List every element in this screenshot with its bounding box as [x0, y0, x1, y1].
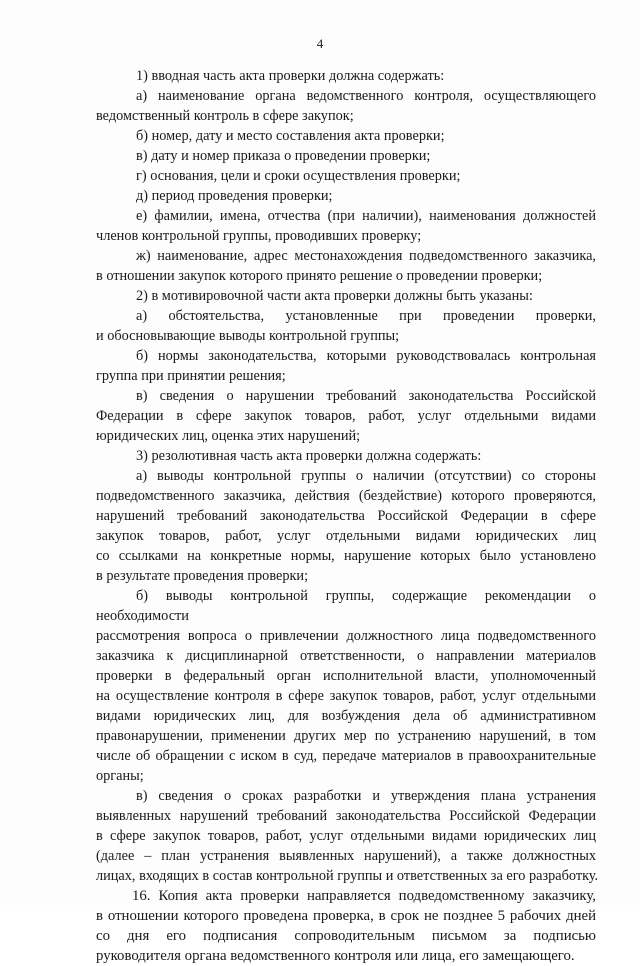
text-line: в) сведения о нарушении требований законодательства Российской [136, 388, 596, 404]
paragraph [96, 886, 596, 966]
text-line: д) период проведения проверки; [136, 188, 333, 204]
text-line: со ссылками на конкретные нормы, нарушение которых было установлено [96, 548, 596, 564]
page-number: 4 [316, 36, 324, 51]
text-line: а) выводы контрольной группы о наличии (отсутствии) со стороны [136, 468, 596, 484]
paragraph [96, 86, 596, 126]
text-line: заказчика к дисциплинарной ответственности, о направлении материалов [96, 648, 596, 664]
text-line: в отношении закупок которого принято решение о проведении проверки; [96, 268, 543, 284]
text-line: нарушений требований законодательства Российской Федерации в сфере [96, 508, 596, 524]
paragraph [96, 166, 596, 186]
text-line: на осуществление контроля в сфере закупок товаров, работ, услуг отдельными [96, 688, 596, 704]
paragraph [96, 346, 596, 386]
text-line: в) сведения о сроках разработки и утверждения плана устранения [136, 788, 596, 804]
text-line: а) обстоятельства, установленные при проведении проверки, [136, 308, 596, 324]
paragraph [96, 126, 596, 146]
paragraph [96, 206, 596, 246]
paragraph [96, 306, 596, 346]
paragraph [96, 146, 596, 166]
text-line: видами юридических лиц, для возбуждения дела об административном [96, 708, 596, 724]
text-line: органы; [96, 768, 144, 784]
text-line: выявленных нарушений требований законодательства Российской Федерации [96, 808, 596, 824]
text-line: 16. Копия акта проверки направляется подведомственному заказчику, [132, 888, 596, 904]
text-line: Федерации в сфере закупок товаров, работ, услуг отдельными видами [96, 408, 596, 424]
text-line: в) дату и номер приказа о проведении проверки; [136, 148, 431, 164]
text-line: правонарушении, применении других мер по устранению нарушений, в том [96, 728, 596, 744]
text-line: 1) вводная часть акта проверки должна содержать: [136, 68, 445, 84]
text-line: б) нормы законодательства, которыми руководствовалась контрольная [136, 348, 596, 364]
text-line: в результате проведения проверки; [96, 568, 309, 584]
text-line: 2) в мотивировочной части акта проверки должны быть указаны: [136, 288, 533, 304]
document-body [96, 66, 599, 966]
text-line: б) номер, дату и место составления акта проверки; [136, 128, 445, 144]
text-line: проверки в федеральный орган исполнительной власти, уполномоченный [96, 668, 596, 684]
paragraph [96, 466, 596, 586]
text-line: (далее – план устранения выявленных нарушений), а также должностных [96, 848, 596, 864]
text-line: закупок товаров, работ, услуг отдельными видами юридических лиц [96, 528, 596, 544]
text-line: числе об обращении с иском в суд, передаче материалов в правоохранительные [96, 748, 596, 764]
text-line: рассмотрения вопроса о привлечении должностного лица подведомственного [96, 628, 596, 644]
text-line: в сфере закупок товаров, работ, услуг отдельными видами юридических лиц [96, 828, 596, 844]
text-line: руководителя органа ведомственного контроля или лица, его замещающего. [96, 948, 575, 964]
text-line: ж) наименование, адрес местонахождения подведомственного заказчика, [136, 248, 596, 264]
paragraph [96, 66, 596, 86]
paragraph [96, 586, 596, 786]
paragraph [96, 286, 596, 306]
paragraph [96, 786, 599, 886]
text-line: в отношении которого проведена проверка, в срок не позднее 5 рабочих дней [96, 908, 596, 924]
paragraph [96, 446, 596, 466]
text-line: подведомственного заказчика, действия (бездействие) которого проверяются, [96, 488, 596, 504]
text-line: а) наименование органа ведомственного контроля, осуществляющего [136, 88, 596, 104]
text-line: е) фамилии, имена, отчества (при наличии), наименования должностей [136, 208, 596, 224]
text-line: ведомственный контроль в сфере закупок; [96, 108, 354, 124]
paragraph [96, 186, 596, 206]
text-line: юридических лиц, оценка этих нарушений; [96, 428, 361, 444]
paragraph [96, 386, 596, 446]
text-line: б) выводы контрольной группы, содержащие рекомендации о необходимости [96, 588, 596, 624]
paragraph [96, 246, 596, 286]
text-line: лицах, входящих в состав контрольной группы и ответственных за его разработку. [96, 868, 599, 884]
text-line: группа при принятии решения; [96, 368, 286, 384]
text-line: и обосновывающие выводы контрольной группы; [96, 328, 400, 344]
text-line: 3) резолютивная часть акта проверки должна содержать: [136, 448, 482, 464]
text-line: со дня его подписания сопроводительным письмом за подписью [96, 928, 596, 944]
text-line: членов контрольной группы, проводивших проверку; [96, 228, 422, 244]
text-line: г) основания, цели и сроки осуществления проверки; [136, 168, 461, 184]
